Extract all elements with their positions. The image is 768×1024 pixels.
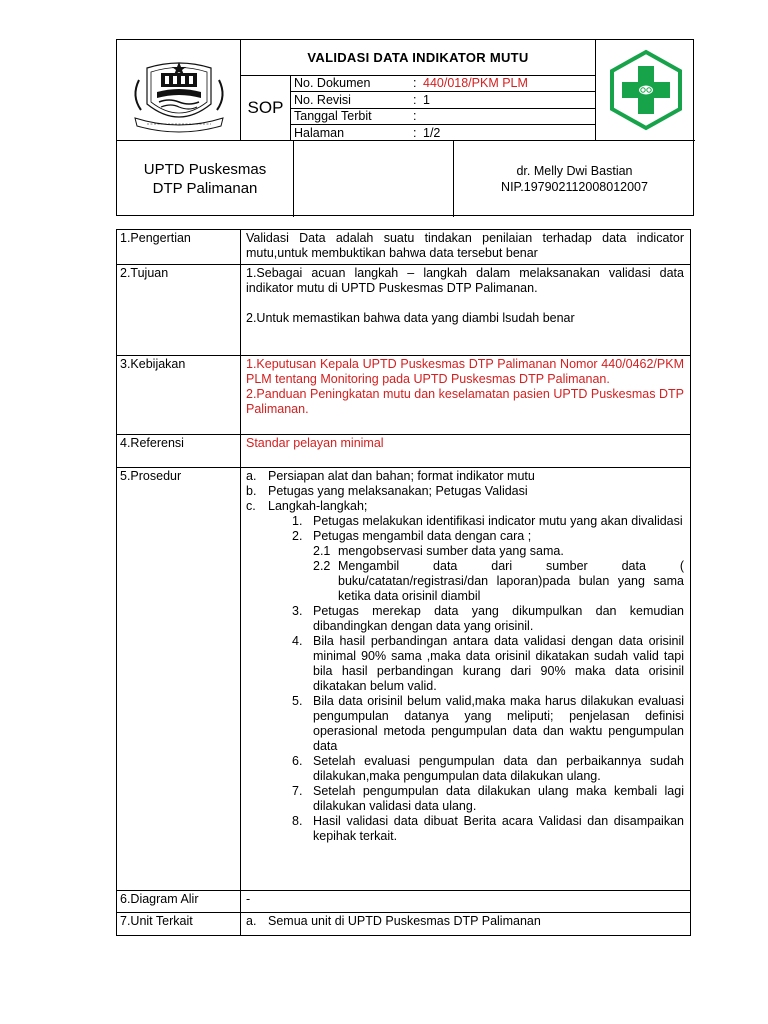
referensi-text: Standar pelayan minimal (246, 436, 384, 450)
meta-label: No. Dokumen (294, 76, 371, 91)
meta-row-no-revisi (291, 92, 595, 108)
row-unit-terkait (117, 913, 690, 935)
step-item: 2. Petugas mengambil data dengan cara ; 2.1 mengobservasi sumber data yang sama. 2.2 Mengambil data dari sumber data ( buku/catatan/registrasi/dan laporan)pada bulan yang sama ketika data orisinil diambil (292, 529, 684, 603)
step-item: 1. Petugas melakukan identifikasi indicator mutu yang akan divalidasi (292, 514, 683, 528)
meta-value-page: 1/2 (423, 125, 441, 140)
step-item: 7. Setelah pengumpulan data dilakukan ulang maka kembali lagi dilakukan validasi data ulang. (292, 784, 684, 813)
sub-step-item: 2.2 Mengambil data dari sumber data ( buku/catatan/registrasi/dan laporan)pada bulan yang sama ketika data orisinil diambil (313, 559, 684, 603)
kebijakan-point-2: 2.Panduan Peningkatan mutu dan keselamatan pasien UPTD Puskesmas DTP Palimanan. (246, 387, 684, 416)
org-line-1: UPTD Puskesmas (143, 160, 267, 178)
row-tujuan (117, 265, 690, 356)
meta-value-revision: 1 (423, 92, 430, 107)
row-kebijakan (117, 356, 690, 435)
section-label: 4.Referensi (117, 435, 241, 467)
kebijakan-point-1: 1.Keputusan Kepala UPTD Puskesmas DTP Palimanan Nomor 440/0462/PKM PLM tentang Monitoring pada UPTD Puskesmas DTP Palimanan. (246, 357, 684, 386)
procedure-item-b: b. Petugas yang melaksanakan; Petugas Validasi (246, 484, 528, 498)
procedure-list (246, 469, 684, 844)
signer-block (454, 141, 695, 217)
meta-label: Tanggal Terbit (294, 108, 372, 123)
meta-label: No. Revisi (294, 92, 351, 107)
meta-value-document-number: 440/018/PKM PLM (423, 76, 528, 91)
procedure-item-a: a. Persiapan alat dan bahan; format indikator mutu (246, 469, 535, 483)
meta-row-no-dokumen (291, 76, 595, 92)
signer-nip: NIP.197902112008012007 (501, 180, 648, 194)
organization-name (117, 141, 294, 217)
section-label: 2.Tujuan (117, 265, 241, 355)
step-item: 5. Bila data orisinil belum valid,maka maka harus dilakukan evaluasi pengumpulan datanya yang meliputi; penjelasan definisi operasional metoda pengumpulan data dan waktu pengumpulan data (292, 694, 684, 753)
step-item: 3. Petugas merekap data yang dikumpulkan dan kemudian dibandingkan dengan data yang orisinil. (292, 604, 684, 633)
step-item: 6. Setelah evaluasi pengumpulan data dan perbaikannya sudah dilakukan,maka pengumpulan data dilakukan ulang. (292, 754, 684, 783)
pengertian-text: Validasi Data adalah suatu tindakan penilaian terhadap data indicator mutu,untuk membuktikan bahwa data tersebut benar (246, 231, 684, 260)
sub-steps-list (313, 544, 684, 604)
section-label: 7.Unit Terkait (117, 913, 241, 935)
signature-space (294, 141, 454, 217)
row-pengertian (117, 230, 690, 265)
row-diagram-alir (117, 891, 690, 913)
step-item: 8. Hasil validasi data dibuat Berita acara Validasi dan disampaikan kepihak terkait. (292, 814, 684, 843)
tujuan-point-2: 2.Untuk memastikan bahwa data yang diambi lsudah benar (246, 311, 575, 325)
regional-emblem-icon (117, 40, 241, 141)
section-label: 3.Kebijakan (117, 356, 241, 434)
meta-row-tanggal-terbit (291, 109, 595, 125)
unit-mark: a. (246, 914, 257, 928)
section-label: 5.Prosedur (117, 468, 241, 890)
procedure-item-c: c. Langkah-langkah; 1. Petugas melakukan identifikasi indicator mutu yang akan divalidasi 2. Petugas mengambil data dengan cara ; 2.1 mengobservasi sumber data yang sama. 2.2 Mengambil data dari sumber data ( buku/catatan/registrasi/dan laporan)pada bulan yang sama ketika data orisinil diambil 3. Petugas merekap data yang dikumpulkan dan kemudian dibandingkan dengan data yang orisinil. 4. Bila hasil perbandingan antara data validasi dengan data orisinil minimal 90% sama ,maka data orisinil dikatakan sudah valid tapi bila hasil perbandingan kurang dari 90% maka data orisinil dikatakan belum valid. 5. Bila data orisinil belum valid,maka maka harus dilakukan evaluasi pengumpulan datanya yang meliputi; penjelasan definisi operasional metoda pengumpulan data dan waktu pengumpulan data 6. Setelah evaluasi pengumpulan data dan perbaikannya sudah dilakukan,maka pengumpulan data dilakukan ulang. 7. Setelah pengumpulan data dilakukan ulang maka kembali lagi dilakukan validasi data ulang. 8. Hasil validasi data dibuat Berita acara Validasi dan disampaikan kepihak terkait. (246, 499, 684, 843)
sop-label: SOP (241, 76, 291, 141)
document-meta-table (291, 76, 596, 141)
meta-separator: : (413, 108, 417, 123)
steps-list (288, 514, 684, 844)
meta-row-halaman (291, 125, 595, 141)
puskesmas-cross-icon (602, 46, 690, 134)
diagram-text: - (246, 892, 251, 906)
meta-separator: : (413, 92, 417, 107)
meta-separator: : (413, 76, 417, 91)
step-item: 4. Bila hasil perbandingan antara data validasi dengan data orisinil minimal 90% sama ,maka data orisinil dikatakan sudah valid tapi bila hasil perbandingan kurang dari 90% maka data orisinil dikatakan belum valid. (292, 634, 684, 693)
document-title: VALIDASI DATA INDIKATOR MUTU (241, 40, 596, 76)
sop-header-table (116, 39, 694, 216)
row-prosedur (117, 468, 690, 891)
tujuan-point-1: 1.Sebagai acuan langkah – langkah dalam melaksanakan validasi data indikator mutu di UPTD Puskesmas DTP Palimanan. (246, 266, 684, 295)
signer-name: dr. Melly Dwi Bastian (516, 163, 633, 178)
sop-content-table (116, 229, 691, 936)
meta-separator: : (413, 125, 417, 140)
meta-label: Halaman (294, 125, 345, 140)
row-referensi (117, 435, 690, 468)
sub-step-item: 2.1 mengobservasi sumber data yang sama. (313, 544, 564, 558)
left-logo-cell (117, 40, 241, 141)
right-logo-cell (596, 40, 695, 141)
section-label: 1.Pengertian (117, 230, 241, 264)
unit-text: Semua unit di UPTD Puskesmas DTP Palimanan (268, 914, 541, 928)
section-label: 6.Diagram Alir (117, 891, 241, 912)
org-line-2: DTP Palimanan (152, 180, 258, 197)
